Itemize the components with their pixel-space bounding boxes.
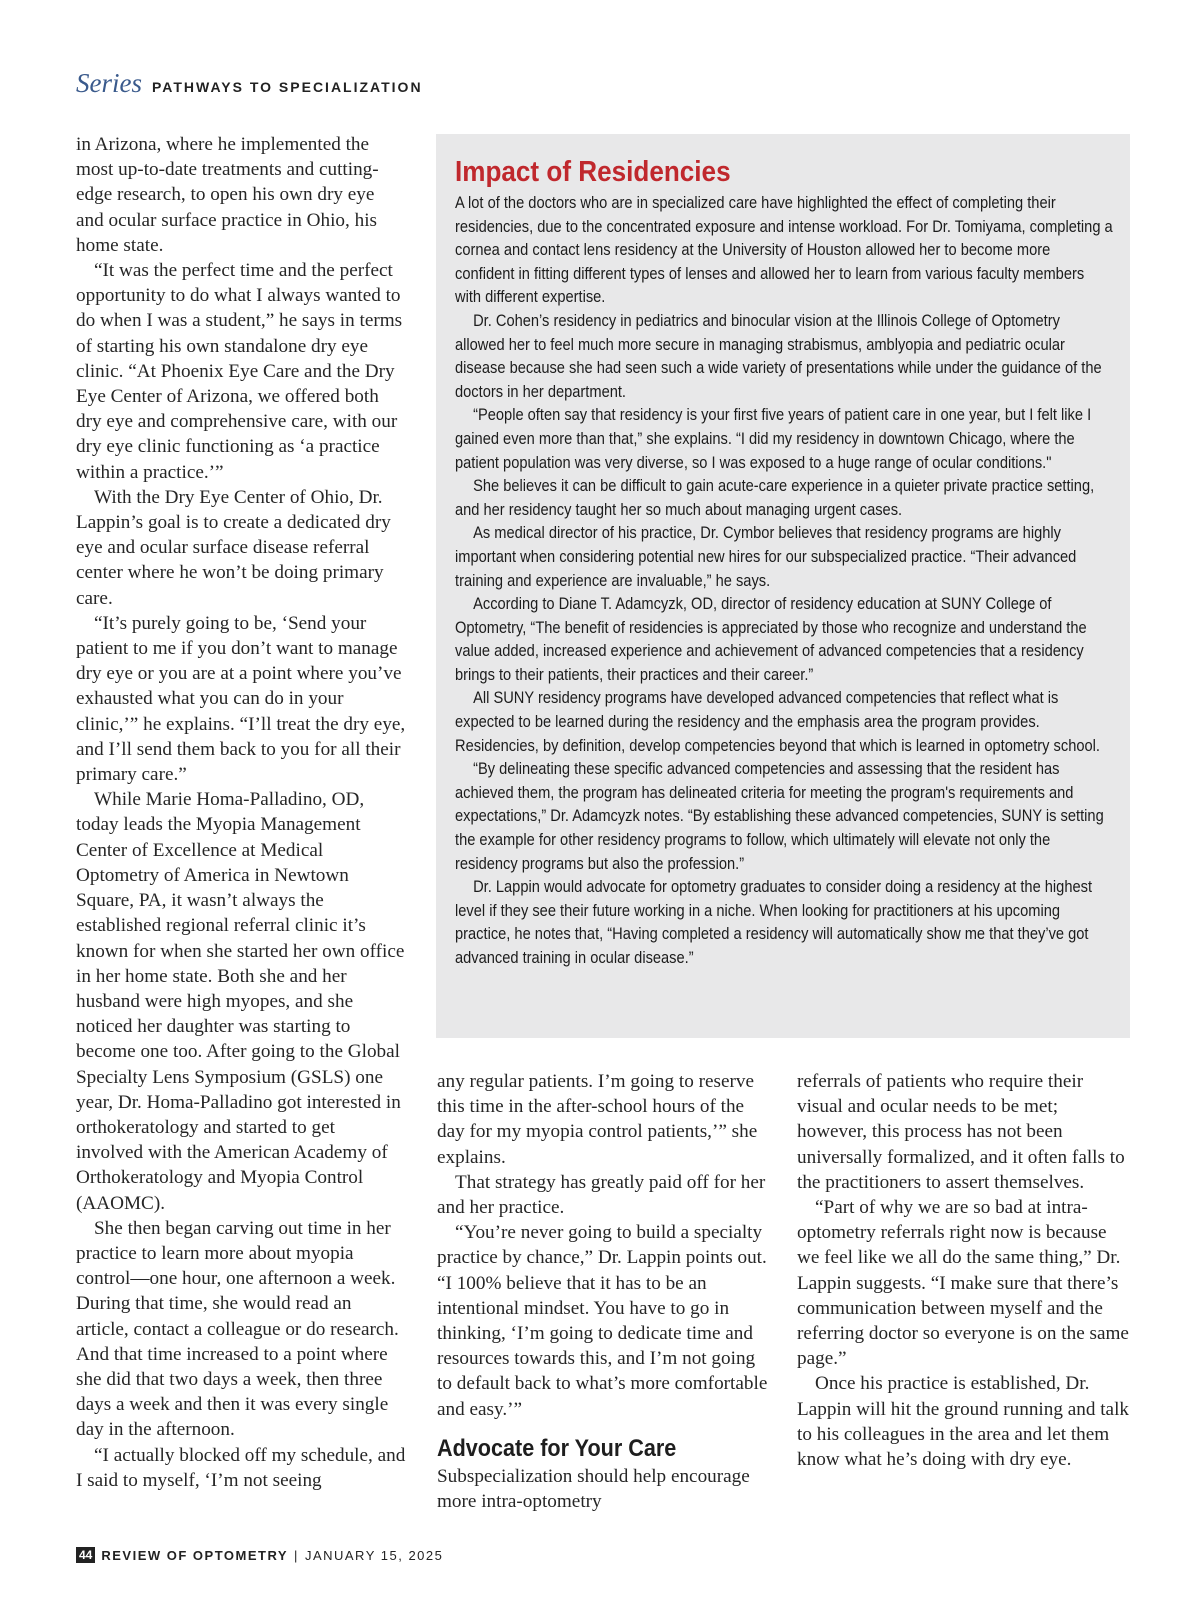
impact-of-residencies-sidebar bbox=[436, 134, 1130, 1038]
page-header bbox=[76, 68, 423, 99]
paragraph: referrals of patients who require their visual and ocular needs to be met; however, this process has not been universally formalized, and it often falls to the practitioners to assert themselves. bbox=[797, 1071, 1125, 1193]
page-footer bbox=[76, 1547, 443, 1563]
paragraph: She then began carving out time in her practice to learn more about myopia control—one hour, one afternoon a week. During that time, she would read an article, contact a colleague or do research. And that time increased to a point where she did that two days a week, then three days a week and then it was every single day in the afternoon. bbox=[76, 1217, 399, 1441]
sidebar-paragraph: Dr. Lappin would advocate for optometry graduates to consider doing a residency at the highest level if they see their future working in a niche. When looking for practitioners at his upcoming practice, he notes that, “Having completed a residency will automatically show me that they’ve got advanced training in ocular disease.” bbox=[455, 878, 1093, 967]
sidebar-paragraph: All SUNY residency programs have developed advanced competencies that reflect what is expected to be learned during the residency and the emphasis area the program provides. Residencies, by definition, develop competencies beyond that which is learned in optometry school. bbox=[455, 689, 1100, 755]
page-number: 44 bbox=[76, 1547, 95, 1563]
sidebar-paragraph: Dr. Cohen’s residency in pediatrics and binocular vision at the Illinois College of Optometry allowed her to feel much more secure in managing strabismus, amblyopia and pediatric ocular disease because she had seen such a wide variety of presentations while under the guidance of the doctors in her department. bbox=[455, 311, 1102, 401]
sidebar-paragraph: “People often say that residency is your first five years of patient care in one year, but I felt like I gained even more than that,” she explains. “I did my residency in downtown Chicago, where the patient population was very diverse, so I was exposed to a huge range of ocular conditions." bbox=[455, 406, 1092, 472]
article-column-1 bbox=[76, 132, 406, 1493]
paragraph: That strategy has greatly paid off for her and her practice. bbox=[437, 1171, 766, 1219]
sidebar-paragraph: She believes it can be difficult to gain acute-care experience in a quieter private practice setting, and her residency taught her so much about managing urgent cases. bbox=[455, 477, 1095, 519]
sidebar-paragraph: “By delineating these specific advanced competencies and assessing that the resident has achieved them, the program has delineated criteria for meeting the program's requirements and expectations,” Dr. Adamcyzk notes. “By establishing these advanced competencies, SUNY is setting the example for other residency programs to follow, which ultimately will elevate not only the residency programs but also the profession.” bbox=[455, 760, 1104, 873]
section-subhead: Advocate for Your Care bbox=[437, 1434, 677, 1462]
series-title: PATHWAYS TO SPECIALIZATION bbox=[151, 79, 423, 95]
article-column-2 bbox=[437, 1069, 773, 1514]
issue-date: JANUARY 15, 2025 bbox=[304, 1547, 444, 1563]
paragraph: “It was the perfect time and the perfect opportunity to do what I always wanted to do when I was a student,” he says in terms of starting his own standalone dry eye clinic. “At Phoenix Eye Care and the Dry Eye Center of Arizona, we offered both dry eye and comprehensive care, with our dry eye clinic functioning as ‘a practice within a practice.’” bbox=[76, 260, 403, 483]
sidebar-body bbox=[455, 192, 1113, 971]
paragraph: “It’s purely going to be, ‘Send your patient to me if you don’t want to manage dry eye or you are at a point where you’ve exhausted what you can do in your clinic,’” he explains. “I’ll treat the dry eye, and I’ll send them back to you for all their primary care.” bbox=[76, 612, 406, 786]
article-column-3 bbox=[797, 1069, 1132, 1472]
paragraph: “Part of why we are so bad at intra-optometry referrals right now is because we feel like we all do the same thing,” Dr. Lappin suggests. “I make sure that there’s communication between myself and the referring doctor so everyone is on the same page.” bbox=[797, 1197, 1129, 1370]
paragraph: “I actually blocked off my schedule, and I said to myself, ‘I’m not seeing bbox=[76, 1444, 406, 1491]
paragraph: in Arizona, where he implemented the most up-to-date treatments and cutting-edge research, to open his own dry eye and ocular surface practice in Ohio, his home state. bbox=[76, 134, 379, 256]
sidebar-title: Impact of Residencies bbox=[455, 156, 731, 188]
sidebar-paragraph: According to Diane T. Adamcyzk, OD, director of residency education at SUNY College of Optometry, “The benefit of residencies is appreciated by those who recognize and understand the value added, increased experience and achievement of advanced competencies that a residency brings to their patients, their practices and their career.” bbox=[455, 595, 1087, 684]
paragraph: While Marie Homa-Palladino, OD, today leads the Myopia Management Center of Excellence at Medical Optometry of America in Newtown Square, PA, it wasn’t always the established regional referral clinic it’s known for when she started her own office in her home state. Both she and her husband were high myopes, and she noticed her daughter was starting to become one too. After going to the Global Specialty Lens Symposium (GSLS) one year, Dr. Homa-Palladino got interested in orthokeratology and started to get involved with the American Academy of Orthokeratology and Myopia Control (AAOMC). bbox=[76, 789, 405, 1214]
footer-separator: | bbox=[294, 1547, 299, 1563]
paragraph: Once his practice is established, Dr. Lappin will hit the ground running and talk to his colleagues in the area and let them know what he’s doing with dry eye. bbox=[797, 1373, 1129, 1471]
paragraph: any regular patients. I’m going to reserve this time in the after-school hours of the day for my myopia control patients,’” she explains. bbox=[437, 1071, 758, 1168]
paragraph: “You’re never going to build a specialty practice by chance,” Dr. Lappin points out. “I 100% believe that it has to be an intentional mindset. You have to go in thinking, ‘I’m going to dedicate time and resources towards this, and I’m not going to default back to what’s more comfortable and easy.’” bbox=[437, 1222, 768, 1420]
series-label: Series bbox=[76, 68, 142, 98]
sidebar-paragraph: As medical director of his practice, Dr. Cymbor believes that residency programs are highly important when considering potential new hires for our subspecialized practice. “Their advanced training and experience are invaluable,” he says. bbox=[455, 524, 1077, 590]
publication-name: REVIEW OF OPTOMETRY bbox=[101, 1547, 289, 1563]
paragraph: With the Dry Eye Center of Ohio, Dr. Lappin’s goal is to create a dedicated dry eye and ocular surface disease referral center where he won’t be doing primary care. bbox=[76, 486, 391, 609]
paragraph: Subspecialization should help encourage more intra-optometry bbox=[437, 1465, 750, 1513]
sidebar-paragraph: A lot of the doctors who are in specialized care have highlighted the effect of completing their residencies, due to the concentrated exposure and intense workload. For Dr. Tomiyama, completing a cornea and contact lens residency at the University of Houston allowed her to become more confident in fitting different types of lenses and allowed her to learn from various faculty members with different expertise. bbox=[455, 194, 1113, 307]
